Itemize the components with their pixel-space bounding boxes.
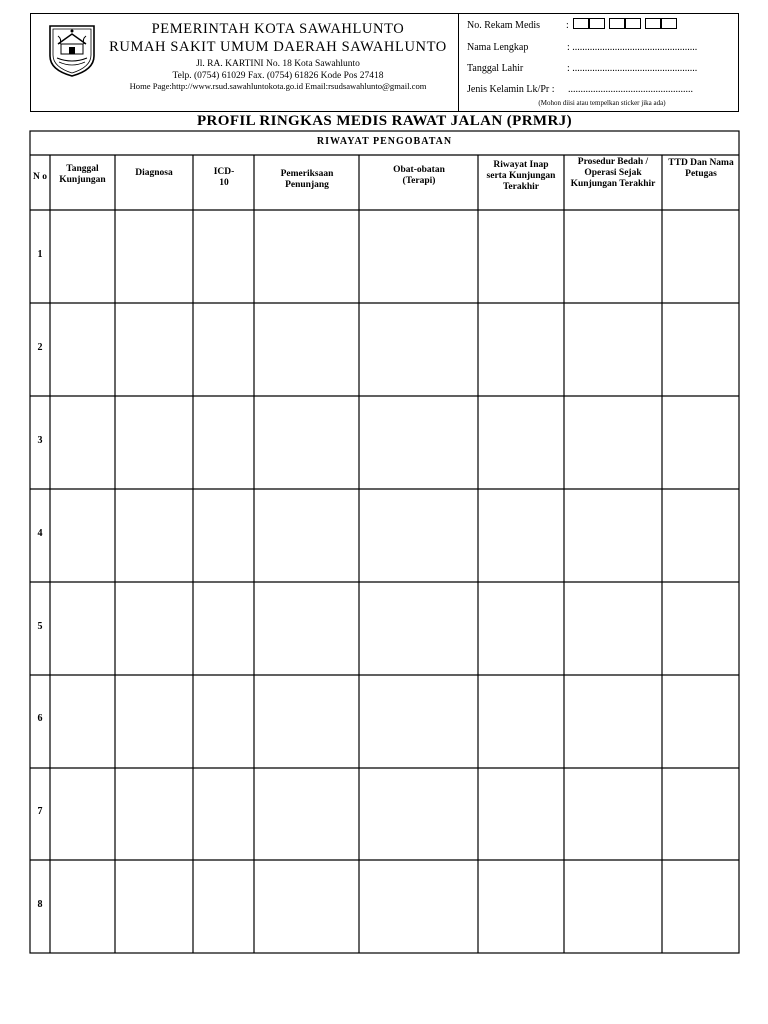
col-header-diagnosa: Diagnosa xyxy=(135,168,173,178)
col-header-rawat-inap: Riwayat Inap serta Kunjungan Terakhir xyxy=(486,160,556,192)
row-number: 6 xyxy=(37,713,43,724)
col-header-prosedur: Prosedur Bedah / Operasi Sejak Kunjungan Terakhir xyxy=(570,157,656,189)
col-header-icd: ICD- 10 xyxy=(213,167,235,188)
col-header-tanggal: Tanggal Kunjungan xyxy=(59,164,106,185)
row-number: 7 xyxy=(37,806,43,817)
row-number: 4 xyxy=(37,528,43,539)
table-row[interactable] xyxy=(51,490,739,582)
table-row[interactable] xyxy=(51,583,739,675)
col-header-obat: Obat-obatan (Terapi) xyxy=(393,165,445,186)
full-name-label: Nama Lengkap xyxy=(467,42,529,53)
sex-label: Jenis Kelamin Lk/Pr : xyxy=(467,84,555,95)
header-government-name: PEMERINTAH KOTA SAWAHLUNTO xyxy=(151,21,405,37)
birth-date-field[interactable]: : .................................................. xyxy=(567,63,698,74)
rm-number-colon: : xyxy=(566,20,569,31)
row-number: 1 xyxy=(37,249,43,260)
col-header-no: N o xyxy=(33,172,47,182)
table-row[interactable] xyxy=(51,676,739,768)
header-address: Jl. RA. KARTINI No. 18 Kota Sawahlunto xyxy=(196,59,360,69)
table-row[interactable] xyxy=(51,769,739,860)
col-header-pemeriksaan: Pemeriksaan Penunjang xyxy=(280,169,334,190)
full-name-field[interactable]: : .................................................. xyxy=(567,42,698,53)
birth-date-label: Tanggal Lahir xyxy=(467,63,524,74)
header-phone: Telp. (0754) 61029 Fax. (0754) 61826 Kode Pos 27418 xyxy=(172,71,384,81)
table-row[interactable] xyxy=(51,861,739,953)
header-hospital-name: RUMAH SAKIT UMUM DAERAH SAWAHLUNTO xyxy=(109,39,447,55)
table-row[interactable] xyxy=(51,397,739,489)
col-header-ttd: TTD Dan Nama Petugas xyxy=(668,158,734,179)
section-title: RIWAYAT PENGOBATAN xyxy=(316,136,453,147)
rm-number-label: No. Rekam Medis xyxy=(467,20,541,31)
form-title: PROFIL RINGKAS MEDIS RAWAT JALAN (PRMRJ) xyxy=(196,113,573,129)
sex-field[interactable]: .................................................. xyxy=(568,84,693,95)
table-row[interactable] xyxy=(51,304,739,396)
sticker-note: (Mohon diisi atau tempelkan sticker jika ada) xyxy=(538,99,666,107)
row-number: 5 xyxy=(37,621,43,632)
header-web-email: Home Page:http://www.rsud.sawahluntokota.go.id Email:rsudsawahlunto@gmail.com xyxy=(129,81,427,91)
table-row[interactable] xyxy=(51,211,739,303)
row-number: 2 xyxy=(37,342,43,353)
row-number: 8 xyxy=(37,899,43,910)
row-number: 3 xyxy=(37,435,43,446)
